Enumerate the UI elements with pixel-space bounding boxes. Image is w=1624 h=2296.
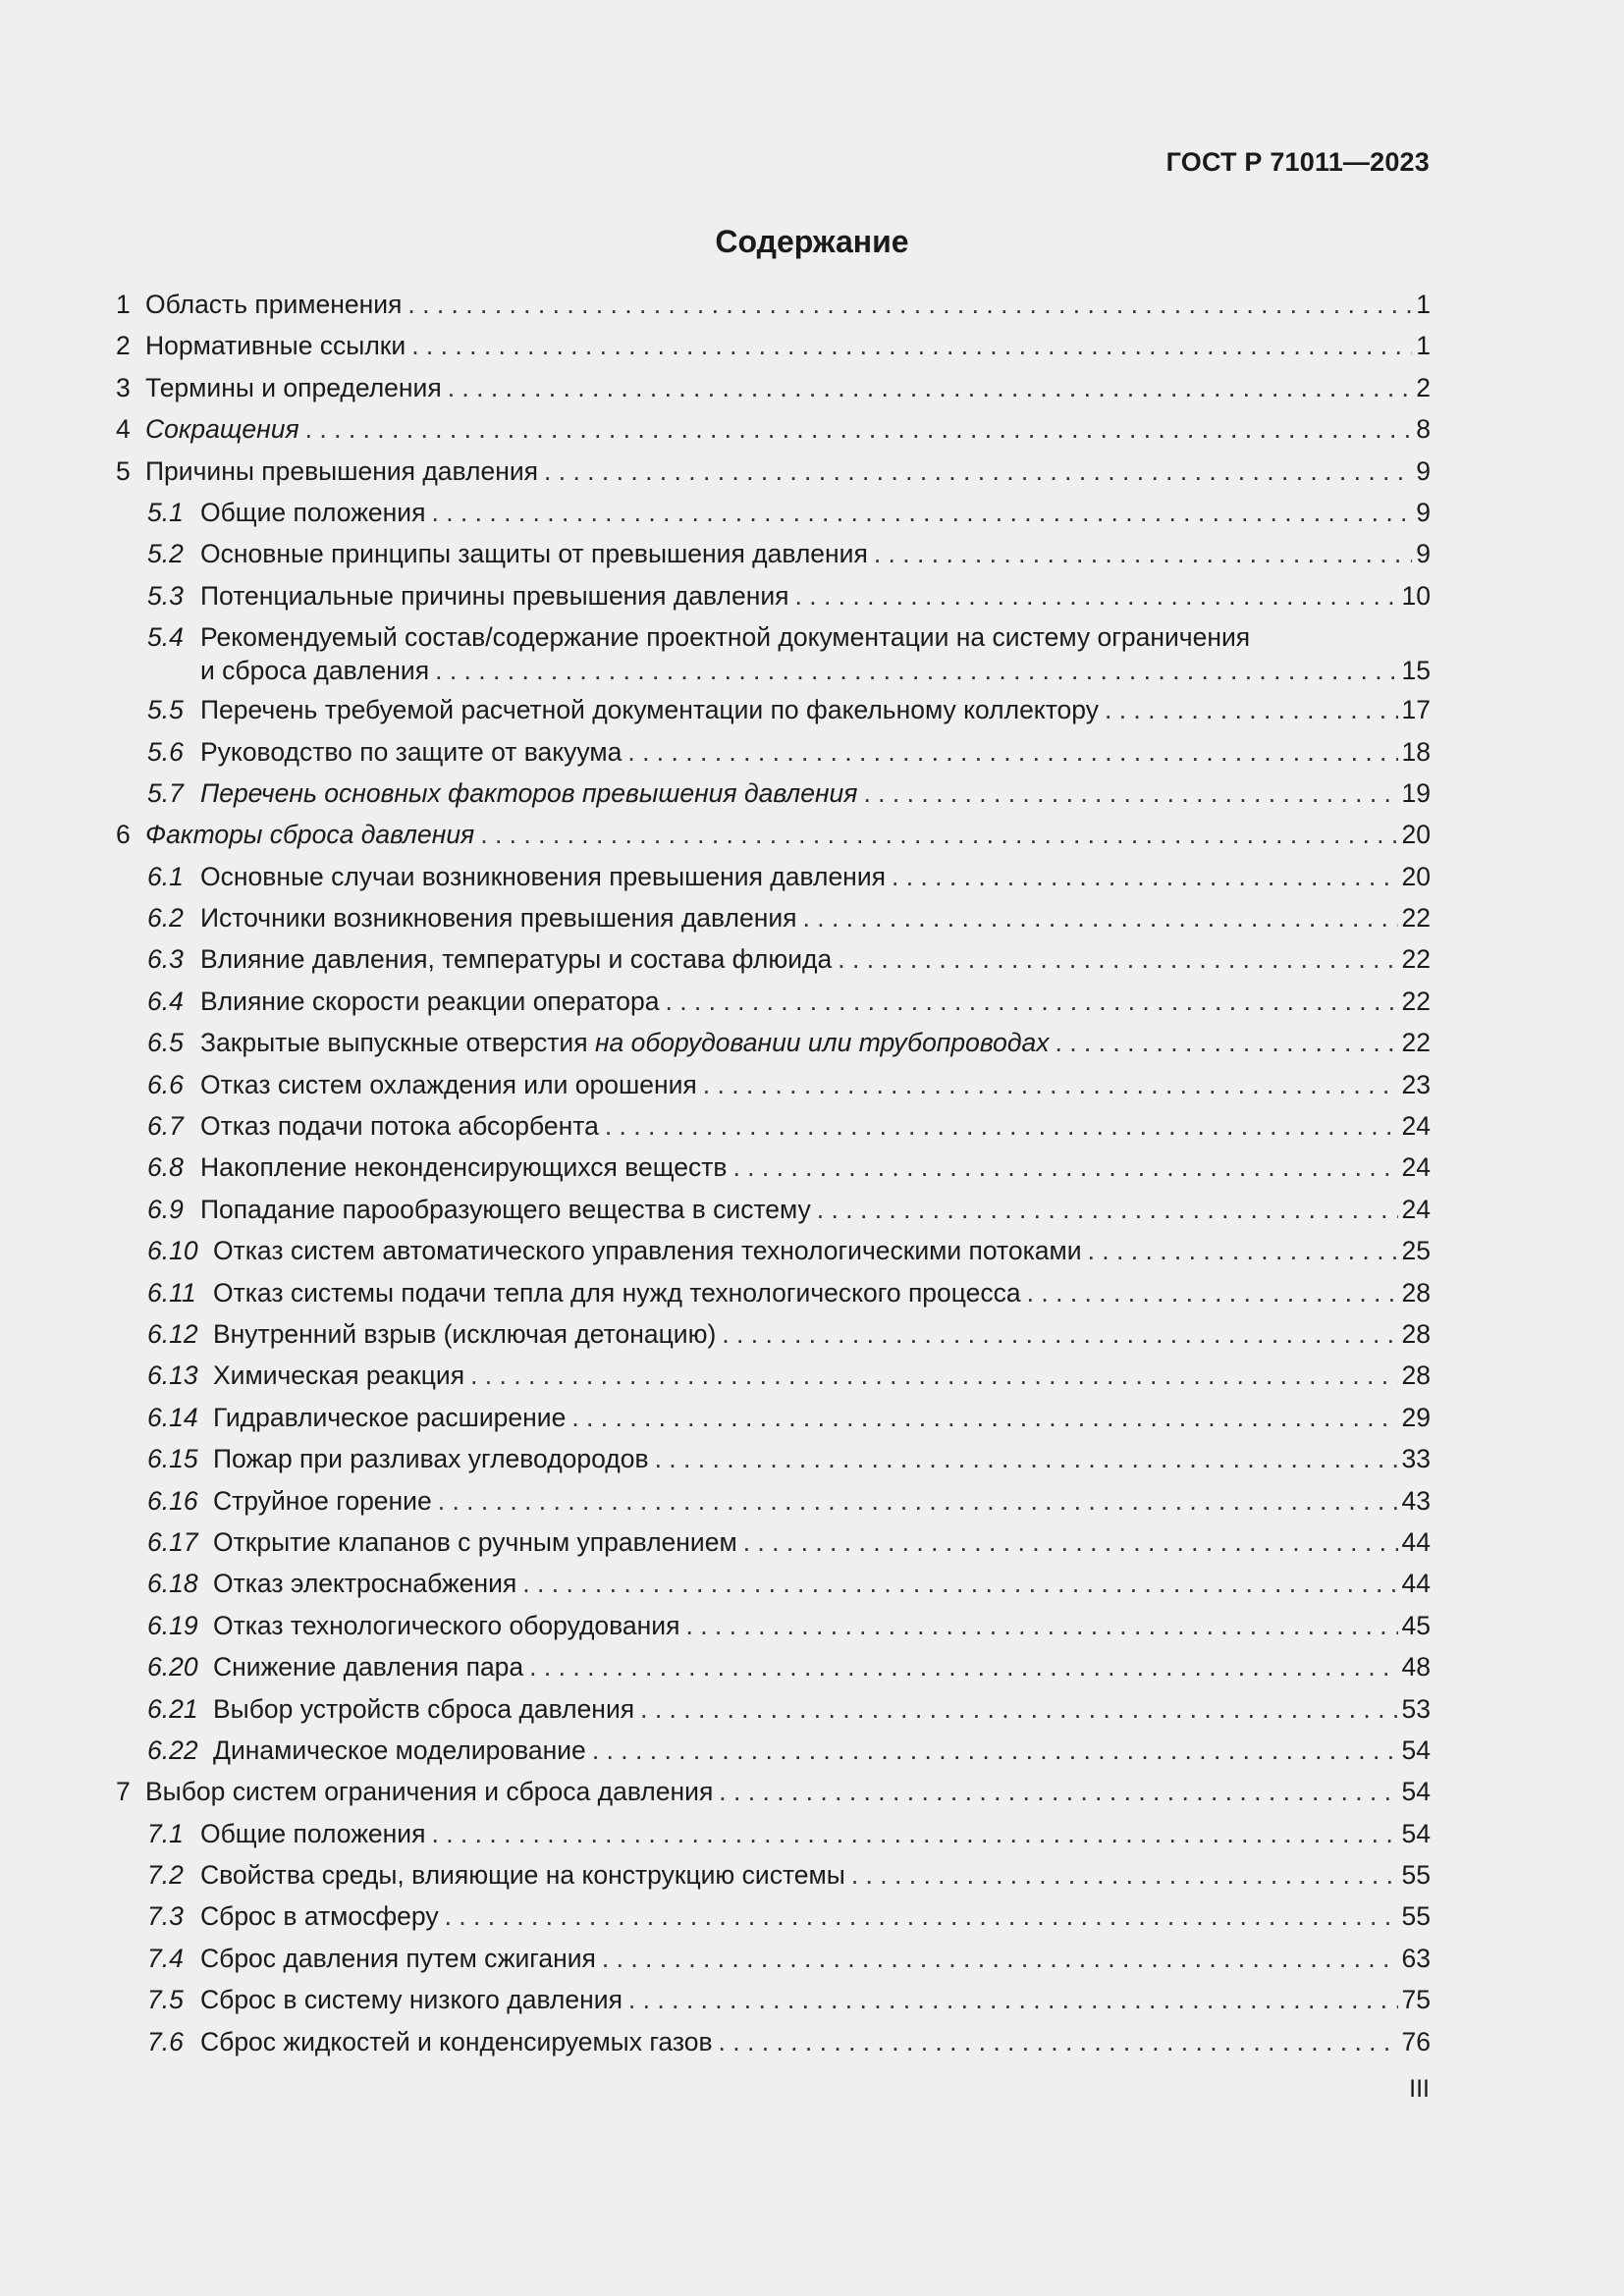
toc-entry[interactable] xyxy=(116,1064,1431,1105)
toc-entry-page: 63 xyxy=(1401,1943,1431,1973)
toc-entry[interactable] xyxy=(116,1605,1431,1646)
toc-entry-number: 6.6 xyxy=(147,1069,184,1099)
toc-entry-page: 48 xyxy=(1401,1652,1431,1682)
toc-entry-page: 22 xyxy=(1401,944,1431,975)
toc-entry-number: 5.6 xyxy=(147,736,184,767)
toc-entry[interactable] xyxy=(116,1771,1431,1812)
toc-entry-page: 24 xyxy=(1401,1111,1431,1142)
toc-entry-page: 15 xyxy=(1401,656,1431,686)
dot-leader xyxy=(448,367,1413,408)
toc-entry-page: 45 xyxy=(1401,1610,1431,1640)
toc-entry[interactable] xyxy=(116,575,1431,616)
toc-entry-label: Накопление неконденсирующихся веществ xyxy=(200,1152,728,1183)
toc-entry-number: 2 xyxy=(116,331,131,361)
toc-entry[interactable] xyxy=(116,981,1431,1022)
toc-entry-label: Основные случаи возникновения превышения давления xyxy=(200,861,886,891)
toc-entry-number: 6.19 xyxy=(147,1610,198,1640)
toc-entry-label: Струйное горение xyxy=(213,1485,432,1516)
toc-entry-number: 6.13 xyxy=(147,1361,198,1391)
toc-entry-page: 75 xyxy=(1401,1985,1431,2015)
toc-entry-page: 10 xyxy=(1401,580,1431,611)
toc-entry-number: 6.14 xyxy=(147,1402,198,1432)
toc-entry[interactable] xyxy=(116,1480,1431,1522)
toc-entry-label: Термины и определения xyxy=(145,372,442,402)
toc-entry-page: 55 xyxy=(1401,1860,1431,1891)
dot-leader xyxy=(719,1771,1397,1812)
toc-entry-number: 4 xyxy=(116,414,131,445)
dot-leader xyxy=(1055,1022,1397,1063)
toc-entry-label-italic: на оборудовании или трубопроводах xyxy=(594,1028,1050,1058)
toc-entry-page: 20 xyxy=(1401,861,1431,891)
toc-entry[interactable] xyxy=(116,620,1431,689)
toc-entry[interactable] xyxy=(116,1230,1431,1271)
toc-entry-label: Гидравлическое расширение xyxy=(213,1402,567,1432)
toc-entry-page: 19 xyxy=(1401,777,1431,808)
toc-entry-label: Выбор систем ограничения и сброса давления xyxy=(145,1777,714,1807)
toc-entry-number: 5.5 xyxy=(147,695,184,725)
toc-entry-label: Отказ электроснабжения xyxy=(213,1569,517,1599)
toc-entry[interactable] xyxy=(116,1438,1431,1479)
toc-entry[interactable] xyxy=(116,773,1431,814)
toc-entry-number: 7.3 xyxy=(147,1901,184,1932)
toc-entry-label: Перечень основных факторов превышения давления xyxy=(200,777,858,808)
toc-entry-number: 1 xyxy=(116,290,131,319)
toc-entry-label: Источники возникновения превышения давления xyxy=(200,903,797,934)
toc-entry-number: 6.4 xyxy=(147,986,184,1016)
toc-entry-label: Отказ подачи потока абсорбента xyxy=(200,1111,599,1142)
toc-entry-number: 3 xyxy=(116,372,131,402)
toc-entry-number: 7 xyxy=(116,1777,131,1807)
toc-entry-label: Сброс в атмосферу xyxy=(200,1901,439,1932)
dot-leader xyxy=(445,1896,1398,1937)
dot-leader xyxy=(571,1397,1397,1438)
toc-entry-label: Сброс в систему низкого давления xyxy=(200,1985,623,2015)
dot-leader xyxy=(605,1105,1398,1147)
toc-entry-number: 5.7 xyxy=(147,777,184,808)
dot-leader xyxy=(892,856,1398,897)
toc-entry-number: 6.16 xyxy=(147,1485,198,1516)
toc-entry-page: 28 xyxy=(1401,1277,1431,1308)
dot-leader xyxy=(655,1438,1398,1479)
toc-entry-page: 23 xyxy=(1401,1069,1431,1099)
dot-leader xyxy=(544,451,1412,492)
dot-leader xyxy=(795,575,1398,616)
toc-entry[interactable] xyxy=(116,1147,1431,1188)
toc-entry-label-continued: и сброса давления xyxy=(200,656,430,686)
toc-entry-label: Перечень требуемой расчетной документации по факельному коллектору xyxy=(200,695,1099,725)
dot-leader xyxy=(640,1688,1397,1730)
toc-entry[interactable] xyxy=(116,408,1431,450)
dot-leader xyxy=(480,814,1397,855)
toc-entry-page: 54 xyxy=(1401,1735,1431,1765)
toc-entry-label: Внутренний взрыв (исключая детонацию) xyxy=(213,1318,717,1349)
toc-entry-page: 29 xyxy=(1401,1402,1431,1432)
toc-entry-number: 6.15 xyxy=(147,1444,198,1474)
toc-entry-label: Отказ систем автоматического управления технологическими потоками xyxy=(213,1236,1082,1266)
dot-leader xyxy=(743,1522,1398,1563)
toc-entry-label: Руководство по защите от вакуума xyxy=(200,736,623,767)
toc-entry[interactable] xyxy=(116,1646,1431,1687)
toc-entry-number: 5.2 xyxy=(147,539,184,569)
toc-entry-label: Область применения xyxy=(145,290,403,319)
dot-leader xyxy=(411,325,1412,366)
toc-entry[interactable] xyxy=(116,1938,1431,1979)
dot-leader xyxy=(803,897,1398,938)
toc-entry-number: 6.12 xyxy=(147,1318,198,1349)
toc-entry-page: 55 xyxy=(1401,1901,1431,1932)
toc-entry[interactable] xyxy=(116,367,1431,408)
toc-entry-page: 2 xyxy=(1416,372,1431,402)
toc-entry-page: 76 xyxy=(1401,2026,1431,2056)
dot-leader xyxy=(838,938,1397,980)
toc-entry-label: Химическая реакция xyxy=(213,1361,465,1391)
dot-leader xyxy=(722,1313,1397,1355)
dot-leader xyxy=(407,284,1412,325)
dot-leader xyxy=(628,1979,1398,2020)
toc-entry-label: Потенциальные причины превышения давления xyxy=(200,580,789,611)
toc-entry-label: Сокращения xyxy=(145,414,299,445)
toc-entry[interactable] xyxy=(116,1854,1431,1896)
toc-entry-page: 54 xyxy=(1401,1777,1431,1807)
toc-entry-label: Основные принципы защиты от превышения давления xyxy=(200,539,868,569)
toc-entry-label: Общие положения xyxy=(200,497,426,527)
toc-entry[interactable] xyxy=(116,1272,1431,1313)
dot-leader xyxy=(719,2021,1398,2062)
toc-entry-number: 6.2 xyxy=(147,903,184,934)
toc-entry[interactable] xyxy=(116,2021,1431,2062)
dot-leader xyxy=(431,492,1412,533)
toc-entry-page: 22 xyxy=(1401,903,1431,934)
dot-leader xyxy=(305,408,1413,450)
toc-entry-number: 6.7 xyxy=(147,1111,184,1142)
toc-entry[interactable] xyxy=(116,689,1431,730)
toc-entry[interactable] xyxy=(116,1563,1431,1604)
toc-entry[interactable] xyxy=(116,533,1431,574)
dot-leader xyxy=(627,731,1397,773)
toc-entry-number: 6.10 xyxy=(147,1236,198,1266)
dot-leader xyxy=(1105,689,1398,730)
dot-leader xyxy=(863,773,1397,814)
dot-leader xyxy=(602,1938,1398,1979)
toc-entry-label: Свойства среды, влияющие на конструкцию системы xyxy=(200,1860,845,1891)
toc-entry-number: 6.21 xyxy=(147,1693,198,1724)
dot-leader xyxy=(817,1189,1398,1230)
toc-entry-label: Рекомендуемый состав/содержание проектной документации на систему ограничения xyxy=(200,622,1251,653)
toc-entry-label: Выбор устройств сброса давления xyxy=(213,1693,635,1724)
toc-entry[interactable] xyxy=(116,1189,1431,1230)
toc-entry-label: Отказ технологического оборудования xyxy=(213,1610,680,1640)
toc-entry-label: Сброс давления путем сжигания xyxy=(200,1943,596,1973)
dot-leader xyxy=(665,981,1397,1022)
toc-entry-number: 6.11 xyxy=(147,1277,196,1308)
toc-entry-number: 6 xyxy=(116,820,131,850)
toc-entry-page: 43 xyxy=(1401,1485,1431,1516)
toc-entry-label: Факторы сброса давления xyxy=(145,820,475,850)
toc-entry-page: 22 xyxy=(1401,1028,1431,1058)
page-number: III xyxy=(1409,2075,1430,2103)
toc-entry-number: 7.2 xyxy=(147,1860,184,1891)
toc-entry-label xyxy=(200,1022,1049,1063)
toc-entry-number: 7.5 xyxy=(147,1985,184,2015)
toc-entry-number: 5.1 xyxy=(147,497,184,527)
document-code: ГОСТ Р 71011—2023 xyxy=(1165,147,1430,177)
toc-entry-page: 24 xyxy=(1401,1194,1431,1224)
dot-leader xyxy=(1088,1230,1398,1271)
toc-entry-page: 24 xyxy=(1401,1152,1431,1183)
toc-entry-page: 9 xyxy=(1416,455,1431,486)
toc-entry-number: 7.6 xyxy=(147,2026,184,2056)
toc-entry-page: 44 xyxy=(1401,1569,1431,1599)
toc-entry-page: 25 xyxy=(1401,1236,1431,1266)
dot-leader xyxy=(703,1064,1398,1105)
toc-entry-page: 28 xyxy=(1401,1318,1431,1349)
toc-entry[interactable] xyxy=(116,1979,1431,2020)
toc-entry-page: 53 xyxy=(1401,1693,1431,1724)
toc-entry-number: 6.5 xyxy=(147,1028,184,1058)
toc-entry-number: 6.9 xyxy=(147,1194,184,1224)
dot-leader xyxy=(435,654,1397,687)
toc-entry-page: 9 xyxy=(1416,497,1431,527)
dot-leader xyxy=(874,533,1412,574)
toc-entry[interactable] xyxy=(116,897,1431,938)
toc-entry-page: 22 xyxy=(1401,986,1431,1016)
table-of-contents xyxy=(116,284,1431,2062)
toc-entry-page: 33 xyxy=(1401,1444,1431,1474)
toc-entry-label: Общие положения xyxy=(200,1818,426,1848)
toc-entry-label: Отказ систем охлаждения или орошения xyxy=(200,1069,697,1099)
toc-entry-label: Открытие клапанов с ручным управлением xyxy=(213,1526,737,1557)
toc-entry-number: 7.4 xyxy=(147,1943,184,1973)
toc-entry-number: 6.3 xyxy=(147,944,184,975)
dot-leader xyxy=(592,1730,1398,1771)
toc-entry-label: Причины превышения давления xyxy=(145,455,538,486)
toc-entry-page: 1 xyxy=(1416,331,1431,361)
toc-entry-label: Снижение давления пара xyxy=(213,1652,524,1682)
dot-leader xyxy=(732,1147,1397,1188)
toc-entry[interactable] xyxy=(116,1896,1431,1937)
toc-entry-label: Влияние давления, температуры и состава флюида xyxy=(200,944,833,975)
toc-entry[interactable] xyxy=(116,1730,1431,1771)
toc-entry[interactable] xyxy=(116,856,1431,897)
dot-leader xyxy=(685,1605,1397,1646)
dot-leader xyxy=(438,1480,1398,1522)
toc-entry-page: 54 xyxy=(1401,1818,1431,1848)
toc-entry[interactable] xyxy=(116,1397,1431,1438)
dot-leader xyxy=(529,1646,1397,1687)
toc-entry-label: Нормативные ссылки xyxy=(145,331,406,361)
toc-entry-label: Отказ системы подачи тепла для нужд технологического процесса xyxy=(213,1277,1021,1308)
dot-leader xyxy=(522,1563,1397,1604)
toc-entry[interactable] xyxy=(116,938,1431,980)
toc-entry-label: Сброс жидкостей и конденсируемых газов xyxy=(200,2026,713,2056)
toc-entry-number: 6.22 xyxy=(147,1735,198,1765)
toc-entry-number: 6.1 xyxy=(147,861,184,891)
toc-entry[interactable] xyxy=(116,814,1431,855)
toc-entry-number: 5.3 xyxy=(147,580,184,611)
toc-entry-page: 9 xyxy=(1416,539,1431,569)
toc-entry-label: Динамическое моделирование xyxy=(213,1735,586,1765)
toc-entry-page: 8 xyxy=(1416,414,1431,445)
toc-entry-label: Попадание парообразующего вещества в систему xyxy=(200,1194,811,1224)
toc-entry[interactable] xyxy=(116,731,1431,773)
toc-entry-page: 18 xyxy=(1401,736,1431,767)
toc-entry-page: 28 xyxy=(1401,1361,1431,1391)
toc-entry-label-plain: Закрытые выпускные отверстия xyxy=(200,1028,588,1058)
toc-title: Содержание xyxy=(715,224,909,259)
toc-entry[interactable] xyxy=(116,284,1431,325)
toc-entry-page: 44 xyxy=(1401,1526,1431,1557)
toc-entry[interactable] xyxy=(116,1105,1431,1147)
toc-entry[interactable] xyxy=(116,1688,1431,1730)
toc-entry-label: Влияние скорости реакции оператора xyxy=(200,986,660,1016)
toc-entry-page: 20 xyxy=(1401,820,1431,850)
toc-entry[interactable] xyxy=(116,1355,1431,1396)
toc-entry-number: 6.18 xyxy=(147,1569,198,1599)
toc-entry-page: 1 xyxy=(1416,290,1431,319)
dot-leader xyxy=(1027,1272,1398,1313)
toc-entry[interactable] xyxy=(116,1313,1431,1355)
toc-entry[interactable] xyxy=(116,325,1431,366)
toc-entry-number: 6.20 xyxy=(147,1652,198,1682)
toc-entry-number: 5 xyxy=(116,455,131,486)
toc-entry[interactable] xyxy=(116,492,1431,533)
dot-leader xyxy=(851,1854,1398,1896)
toc-entry-number: 6.8 xyxy=(147,1152,184,1183)
toc-entry-number: 5.4 xyxy=(147,622,184,653)
dot-leader xyxy=(431,1813,1397,1854)
toc-entry[interactable] xyxy=(116,1813,1431,1854)
toc-entry-page: 17 xyxy=(1401,695,1431,725)
toc-entry[interactable] xyxy=(116,1022,1431,1063)
toc-entry[interactable] xyxy=(116,451,1431,492)
dot-leader xyxy=(470,1355,1397,1396)
toc-entry-number: 6.17 xyxy=(147,1526,198,1557)
toc-entry[interactable] xyxy=(116,1522,1431,1563)
toc-entry-number: 7.1 xyxy=(147,1818,184,1848)
toc-entry-label: Пожар при разливах углеводородов xyxy=(213,1444,649,1474)
